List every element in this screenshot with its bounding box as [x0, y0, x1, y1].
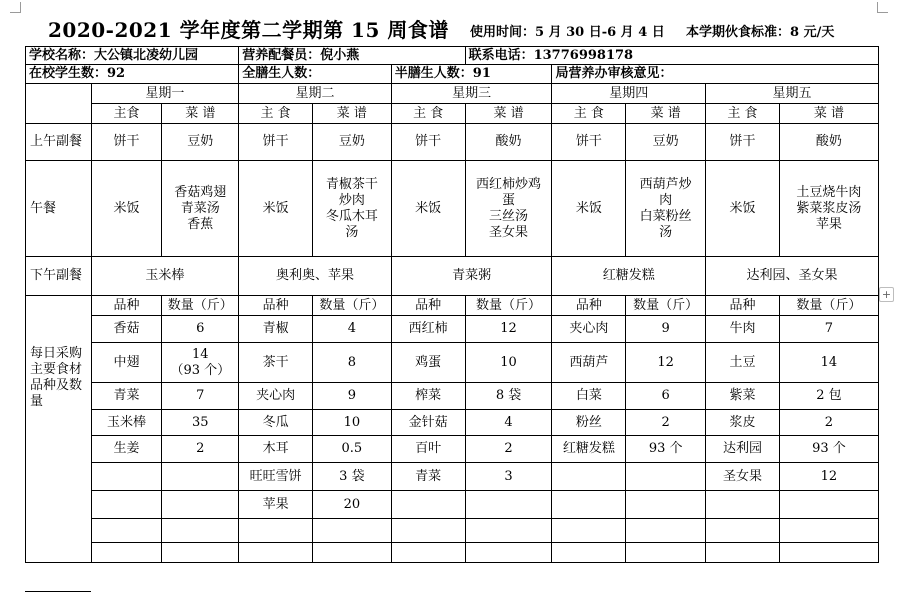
purchase-item-header: 品种 — [706, 296, 780, 316]
morning-dish-wed: 酸奶 — [465, 124, 552, 161]
morning-snack-row — [26, 124, 879, 161]
nutritionist-name: 倪小燕 — [320, 47, 360, 63]
qty-line: 14 — [192, 346, 209, 362]
purchase-qty: 14 — [779, 343, 878, 383]
purchase-item: 圣女果 — [706, 463, 780, 491]
lunch-row — [26, 161, 879, 257]
dish-line: 圣女果 — [489, 224, 529, 240]
lunch-dish-fri — [779, 161, 878, 257]
add-row-icon[interactable]: + — [879, 287, 894, 302]
purchase-qty: 35 — [162, 410, 239, 436]
purchase-item — [391, 491, 465, 519]
purchase-qty-header: 数量（斤） — [465, 296, 552, 316]
purchase-qty: 93 个 — [626, 436, 706, 463]
purchase-qty: 2 包 — [779, 383, 878, 410]
purchase-qty — [162, 463, 239, 491]
purchase-item: 达利园 — [706, 436, 780, 463]
day-monday: 星期一 — [91, 84, 239, 104]
phone-label: 联系电话： — [468, 47, 534, 63]
purchase-row-empty — [26, 519, 879, 543]
purchase-item: 青菜 — [391, 463, 465, 491]
dish-line: 炒肉 — [338, 192, 365, 208]
page-corner-mark-left — [10, 2, 21, 13]
dish-line: 紫菜浆皮汤 — [796, 200, 862, 216]
lunch-dish-wed — [465, 161, 552, 257]
purchase-row-empty — [26, 543, 879, 563]
dish-line: 青椒茶干 — [325, 176, 378, 192]
purchase-item-header: 品种 — [239, 296, 313, 316]
purchase-row — [26, 410, 879, 436]
purchase-qty — [626, 491, 706, 519]
purchase-qty-header: 数量（斤） — [312, 296, 391, 316]
purchase-row — [26, 436, 879, 463]
purchase-item: 红糖发糕 — [552, 436, 626, 463]
afternoon-snack-wed: 青菜粥 — [391, 257, 552, 296]
weekly-menu-table[interactable] — [25, 46, 879, 563]
morning-staple-thu: 饼干 — [552, 124, 626, 161]
day-header-row — [26, 84, 879, 104]
purchase-qty — [465, 491, 552, 519]
morning-staple-wed: 饼干 — [391, 124, 465, 161]
day-wednesday: 星期三 — [391, 84, 552, 104]
purchase-qty-header: 数量（斤） — [779, 296, 878, 316]
thursday-dish-label: 菜 谱 — [626, 104, 706, 124]
nutritionist-label: 营养配餐员： — [242, 47, 321, 63]
tuesday-staple-label: 主 食 — [239, 104, 313, 124]
purchase-item — [552, 491, 626, 519]
purchase-item: 玉米棒 — [91, 410, 162, 436]
afternoon-snack-mon: 玉米棒 — [91, 257, 239, 296]
purchase-item: 粉丝 — [552, 410, 626, 436]
purchase-row — [26, 343, 879, 383]
purchase-item: 夹心肉 — [552, 316, 626, 343]
purchase-item: 夹心肉 — [239, 383, 313, 410]
purchase-row — [26, 383, 879, 410]
monday-dish-label: 菜 谱 — [162, 104, 239, 124]
purchase-qty: 2 — [162, 436, 239, 463]
qty-line: （93 个） — [170, 362, 231, 378]
dish-line: 西葫芦炒 — [639, 176, 692, 192]
purchase-item: 西红柿 — [391, 316, 465, 343]
dish-line: 蛋 — [502, 192, 516, 208]
phone-number: 13776998178 — [533, 47, 634, 63]
purchase-header-row — [26, 296, 879, 316]
info-row-2 — [26, 65, 879, 84]
purchase-item: 西葫芦 — [552, 343, 626, 383]
purchase-qty: 12 — [465, 316, 552, 343]
lunch-dish-mon — [162, 161, 239, 257]
corner-cell — [26, 84, 92, 124]
purchase-qty — [626, 463, 706, 491]
purchase-qty: 10 — [312, 410, 391, 436]
morning-dish-fri: 酸奶 — [779, 124, 878, 161]
morning-dish-mon: 豆奶 — [162, 124, 239, 161]
purchase-item: 生姜 — [91, 436, 162, 463]
thursday-staple-label: 主 食 — [552, 104, 626, 124]
info-row-1 — [26, 47, 879, 65]
lunch-dish-tue — [312, 161, 391, 257]
morning-dish-thu: 豆奶 — [626, 124, 706, 161]
purchase-row — [26, 463, 879, 491]
purchase-qty: 12 — [779, 463, 878, 491]
purchase-item: 青菜 — [91, 383, 162, 410]
afternoon-snack-thu: 红糖发糕 — [552, 257, 706, 296]
purchase-row — [26, 491, 879, 519]
purchase-qty: 3 袋 — [312, 463, 391, 491]
students-cell — [26, 65, 239, 84]
purchase-item: 紫菜 — [706, 383, 780, 410]
students-label: 在校学生数： — [29, 66, 108, 81]
dish-line: 三丝汤 — [489, 208, 529, 224]
afternoon-snack-fri: 达利园、圣女果 — [706, 257, 879, 296]
purchase-item: 茶干 — [239, 343, 313, 383]
afternoon-snack-tue: 奥利奥、苹果 — [239, 257, 392, 296]
purchase-qty: 12 — [626, 343, 706, 383]
meal-standard: 本学期伙食标准：8 元/天 — [686, 25, 835, 40]
purchase-item: 金针菇 — [391, 410, 465, 436]
review-label: 局营养办审核意见： — [555, 66, 673, 81]
column-label-row — [26, 104, 879, 124]
dish-line: 汤 — [345, 224, 359, 240]
purchase-qty: 6 — [626, 383, 706, 410]
purchase-item: 苹果 — [239, 491, 313, 519]
afternoon-snack-row — [26, 257, 879, 296]
purchase-qty: 7 — [779, 316, 878, 343]
purchase-item: 浆皮 — [706, 410, 780, 436]
dish-line: 冬瓜木耳 — [325, 208, 378, 224]
dish-line: 西红柿炒鸡 — [476, 176, 542, 192]
purchase-qty — [779, 491, 878, 519]
purchase-qty: 9 — [312, 383, 391, 410]
row-label-purchase: 每日采购主要食材品种及数量 — [26, 296, 92, 563]
half-board-cell — [391, 65, 552, 84]
half-board-label: 半膳生人数： — [394, 66, 473, 81]
purchase-qty: 2 — [465, 436, 552, 463]
purchase-qty-header: 数量（斤） — [162, 296, 239, 316]
school-label: 学校名称： — [29, 47, 95, 63]
lunch-staple-wed: 米饭 — [391, 161, 465, 257]
page-corner-mark-right — [877, 2, 888, 13]
morning-dish-tue: 豆奶 — [312, 124, 391, 161]
half-board-count: 91 — [472, 66, 491, 81]
dish-line: 香蕉 — [187, 216, 214, 232]
students-count: 92 — [107, 66, 126, 81]
full-board-label: 全膳生人数： — [242, 66, 321, 81]
purchase-qty: 93 个 — [779, 436, 878, 463]
purchase-qty: 6 — [162, 316, 239, 343]
purchase-item: 木耳 — [239, 436, 313, 463]
row-label-morning-snack: 上午副餐 — [26, 124, 92, 161]
purchase-item: 鸡蛋 — [391, 343, 465, 383]
dish-line: 肉 — [659, 192, 673, 208]
usage-time: 使用时间：5 月 30 日-6 月 4 日 — [470, 25, 665, 40]
row-label-lunch: 午餐 — [26, 161, 92, 257]
day-friday: 星期五 — [706, 84, 879, 104]
lunch-staple-mon: 米饭 — [91, 161, 162, 257]
purchase-qty: 20 — [312, 491, 391, 519]
purchase-qty: 8 — [312, 343, 391, 383]
wednesday-dish-label: 菜 谱 — [465, 104, 552, 124]
dish-line: 土豆烧牛肉 — [796, 184, 862, 200]
purchase-qty: 9 — [626, 316, 706, 343]
purchase-qty: 2 — [779, 410, 878, 436]
lunch-staple-tue: 米饭 — [239, 161, 313, 257]
purchase-item-header: 品种 — [391, 296, 465, 316]
school-cell — [26, 47, 239, 65]
purchase-qty — [162, 343, 239, 383]
purchase-item: 百叶 — [391, 436, 465, 463]
purchase-item — [91, 491, 162, 519]
purchase-qty-header: 数量（斤） — [626, 296, 706, 316]
purchase-qty: 10 — [465, 343, 552, 383]
purchase-qty: 4 — [465, 410, 552, 436]
morning-staple-mon: 饼干 — [91, 124, 162, 161]
purchase-qty: 7 — [162, 383, 239, 410]
purchase-qty: 2 — [626, 410, 706, 436]
purchase-item: 香菇 — [91, 316, 162, 343]
full-board-cell — [239, 65, 392, 84]
purchase-item-header: 品种 — [91, 296, 162, 316]
dish-line: 白菜粉丝 — [639, 208, 692, 224]
wednesday-staple-label: 主 食 — [391, 104, 465, 124]
review-cell — [552, 65, 879, 84]
purchase-item — [706, 491, 780, 519]
purchase-item — [91, 463, 162, 491]
morning-staple-fri: 饼干 — [706, 124, 780, 161]
purchase-item: 榨菜 — [391, 383, 465, 410]
purchase-item-header: 品种 — [552, 296, 626, 316]
lunch-dish-thu — [626, 161, 706, 257]
morning-staple-tue: 饼干 — [239, 124, 313, 161]
phone-cell — [465, 47, 878, 65]
purchase-qty: 3 — [465, 463, 552, 491]
dish-line: 苹果 — [815, 216, 842, 232]
nutritionist-cell — [239, 47, 465, 65]
lunch-staple-fri: 米饭 — [706, 161, 780, 257]
purchase-item: 土豆 — [706, 343, 780, 383]
purchase-row — [26, 316, 879, 343]
bottom-rule — [25, 591, 91, 592]
purchase-item — [552, 463, 626, 491]
dish-line: 香菇鸡翅 — [174, 184, 227, 200]
day-tuesday: 星期二 — [239, 84, 392, 104]
purchase-qty: 8 袋 — [465, 383, 552, 410]
purchase-item: 白菜 — [552, 383, 626, 410]
purchase-item: 旺旺雪饼 — [239, 463, 313, 491]
friday-staple-label: 主 食 — [706, 104, 780, 124]
menu-title: 2020-2021 学年度第二学期第 15 周食谱 — [48, 18, 449, 42]
dish-line: 汤 — [659, 224, 673, 240]
school-name: 大公镇北凌幼儿园 — [94, 47, 199, 63]
purchase-qty — [162, 491, 239, 519]
purchase-item: 牛肉 — [706, 316, 780, 343]
dish-line: 青菜汤 — [180, 200, 220, 216]
document-header — [0, 14, 902, 44]
purchase-item: 中翅 — [91, 343, 162, 383]
day-thursday: 星期四 — [552, 84, 706, 104]
monday-staple-label: 主食 — [91, 104, 162, 124]
friday-dish-label: 菜 谱 — [779, 104, 878, 124]
purchase-item: 冬瓜 — [239, 410, 313, 436]
tuesday-dish-label: 菜 谱 — [312, 104, 391, 124]
lunch-staple-thu: 米饭 — [552, 161, 626, 257]
purchase-qty: 0.5 — [312, 436, 391, 463]
purchase-qty: 4 — [312, 316, 391, 343]
row-label-afternoon-snack: 下午副餐 — [26, 257, 92, 296]
purchase-item: 青椒 — [239, 316, 313, 343]
